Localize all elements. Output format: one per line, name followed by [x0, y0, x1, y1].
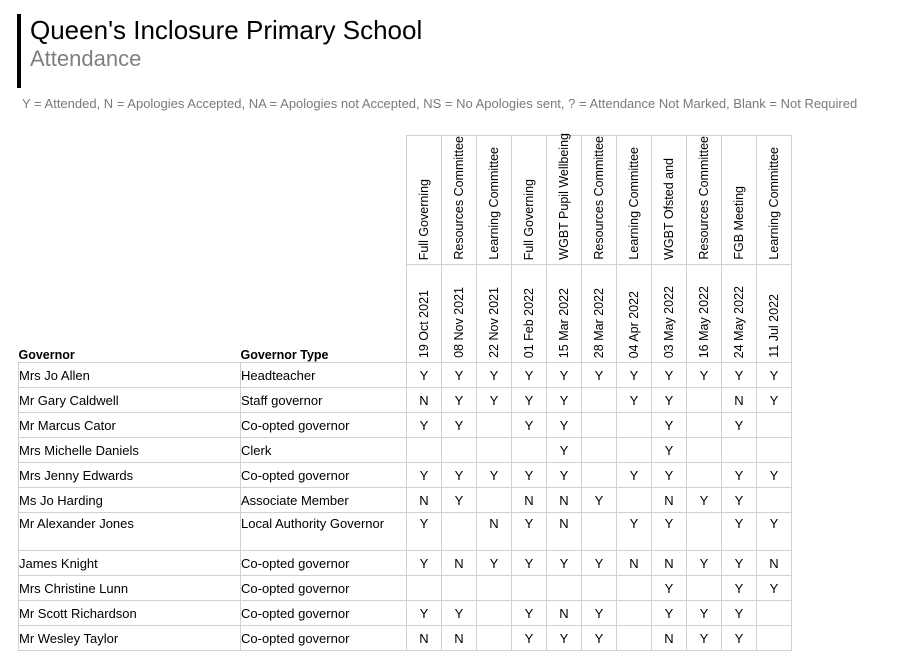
meeting-date: 22 Nov 2021: [487, 287, 501, 358]
attendance-cell: [477, 488, 512, 513]
attendance-cell: Y: [757, 463, 792, 488]
attendance-cell: N: [617, 551, 652, 576]
meeting-date-header: [407, 265, 442, 363]
governor-name: Mr Scott Richardson: [19, 601, 241, 626]
governor-name: Mrs Jenny Edwards: [19, 463, 241, 488]
governor-name: Mrs Michelle Daniels: [19, 438, 241, 463]
attendance-cell: [757, 438, 792, 463]
meeting-name-header: [477, 136, 512, 265]
attendance-cell: N: [407, 626, 442, 651]
attendance-cell: [407, 438, 442, 463]
attendance-cell: Y: [407, 551, 442, 576]
governor-name: James Knight: [19, 551, 241, 576]
governor-type: Co-opted governor: [241, 601, 407, 626]
meeting-date: 16 May 2022: [697, 285, 711, 358]
attendance-cell: Y: [512, 551, 547, 576]
meeting-name: Resources Committee: [697, 136, 711, 260]
meeting-name: Resources Committee: [592, 136, 606, 260]
meeting-date-header: [582, 265, 617, 363]
attendance-cell: N: [407, 388, 442, 413]
meeting-name: Learning Committee: [487, 147, 501, 260]
attendance-cell: [757, 413, 792, 438]
attendance-cell: Y: [547, 438, 582, 463]
meeting-name-row: [19, 136, 792, 265]
meeting-date: 03 May 2022: [662, 285, 676, 358]
attendance-cell: Y: [652, 363, 687, 388]
meeting-name-header: [582, 136, 617, 265]
attendance-cell: N: [547, 601, 582, 626]
attendance-cell: N: [757, 551, 792, 576]
meeting-date-header: [442, 265, 477, 363]
governor-name: Mr Wesley Taylor: [19, 626, 241, 651]
meeting-date-header: [512, 265, 547, 363]
attendance-cell: [687, 438, 722, 463]
governor-type: Co-opted governor: [241, 551, 407, 576]
title-block: [17, 14, 422, 88]
attendance-cell: Y: [722, 551, 757, 576]
attendance-cell: Y: [407, 601, 442, 626]
attendance-cell: N: [407, 488, 442, 513]
governor-type: Co-opted governor: [241, 576, 407, 601]
attendance-cell: [582, 413, 617, 438]
attendance-cell: Y: [547, 463, 582, 488]
governor-name: Mr Marcus Cator: [19, 413, 241, 438]
meeting-name: Learning Committee: [627, 147, 641, 260]
attendance-cell: Y: [722, 488, 757, 513]
table-row: [19, 551, 792, 576]
meeting-name: Full Governing: [522, 178, 536, 260]
attendance-cell: [407, 576, 442, 601]
attendance-cell: Y: [442, 413, 477, 438]
attendance-cell: N: [442, 626, 477, 651]
table-row: [19, 626, 792, 651]
attendance-cell: [582, 513, 617, 551]
attendance-cell: Y: [722, 463, 757, 488]
attendance-table: [18, 135, 792, 651]
table-row: [19, 488, 792, 513]
meeting-name: Resources Committee: [452, 136, 466, 260]
meeting-name: WGBT Ofsted and: [662, 158, 676, 260]
governor-type: Co-opted governor: [241, 463, 407, 488]
attendance-cell: [722, 438, 757, 463]
table-row: [19, 413, 792, 438]
attendance-cell: [582, 463, 617, 488]
attendance-cell: Y: [512, 413, 547, 438]
attendance-cell: [477, 438, 512, 463]
attendance-cell: Y: [652, 513, 687, 551]
attendance-cell: [687, 463, 722, 488]
governor-type: Associate Member: [241, 488, 407, 513]
attendance-cell: [757, 601, 792, 626]
school-name: Queen's Inclosure Primary School: [30, 15, 423, 45]
attendance-cell: Y: [617, 363, 652, 388]
attendance-cell: Y: [722, 513, 757, 551]
governor-type: Headteacher: [241, 363, 407, 388]
attendance-cell: Y: [582, 626, 617, 651]
meeting-name-header: [442, 136, 477, 265]
attendance-cell: N: [652, 488, 687, 513]
attendance-cell: [617, 576, 652, 601]
table-row: [19, 601, 792, 626]
governor-name: Mr Gary Caldwell: [19, 388, 241, 413]
attendance-cell: Y: [477, 463, 512, 488]
attendance-cell: [687, 388, 722, 413]
meeting-date-header: [722, 265, 757, 363]
governor-name: Mr Alexander Jones: [19, 513, 241, 551]
governor-type: Co-opted governor: [241, 413, 407, 438]
table-row: [19, 388, 792, 413]
attendance-cell: N: [442, 551, 477, 576]
attendance-cell: [442, 513, 477, 551]
attendance-cell: Y: [617, 463, 652, 488]
attendance-cell: Y: [652, 463, 687, 488]
table-row: [19, 463, 792, 488]
attendance-cell: Y: [687, 488, 722, 513]
attendance-cell: [512, 576, 547, 601]
attendance-cell: Y: [477, 363, 512, 388]
attendance-cell: [687, 513, 722, 551]
attendance-cell: Y: [512, 513, 547, 551]
meeting-date: 08 Nov 2021: [452, 287, 466, 358]
attendance-cell: N: [722, 388, 757, 413]
attendance-cell: [477, 576, 512, 601]
meeting-date-header: [687, 265, 722, 363]
governor-type-column-header: Governor Type: [241, 136, 407, 363]
attendance-cell: [687, 413, 722, 438]
meeting-name-header: [722, 136, 757, 265]
attendance-cell: Y: [652, 601, 687, 626]
attendance-cell: Y: [722, 626, 757, 651]
governor-type: Staff governor: [241, 388, 407, 413]
attendance-cell: Y: [407, 513, 442, 551]
attendance-cell: Y: [722, 413, 757, 438]
attendance-cell: Y: [617, 388, 652, 413]
attendance-cell: [442, 438, 477, 463]
meeting-date: 19 Oct 2021: [417, 289, 431, 358]
attendance-cell: N: [512, 488, 547, 513]
attendance-cell: [582, 388, 617, 413]
attendance-cell: Y: [547, 626, 582, 651]
meeting-name-header: [617, 136, 652, 265]
attendance-cell: Y: [547, 388, 582, 413]
table-row: [19, 363, 792, 388]
attendance-cell: N: [477, 513, 512, 551]
meeting-date-header: [652, 265, 687, 363]
attendance-cell: [757, 488, 792, 513]
attendance-cell: Y: [547, 551, 582, 576]
page-subtitle: Attendance: [30, 46, 142, 71]
attendance-cell: [512, 438, 547, 463]
table-row: [19, 438, 792, 463]
attendance-cell: [477, 413, 512, 438]
attendance-cell: Y: [757, 363, 792, 388]
governor-name: Ms Jo Harding: [19, 488, 241, 513]
attendance-cell: Y: [582, 488, 617, 513]
attendance-cell: [547, 576, 582, 601]
attendance-cell: Y: [477, 551, 512, 576]
meeting-name: Learning Committee: [767, 147, 781, 260]
attendance-cell: Y: [652, 388, 687, 413]
attendance-cell: Y: [582, 551, 617, 576]
attendance-cell: Y: [442, 601, 477, 626]
attendance-cell: Y: [512, 363, 547, 388]
attendance-cell: Y: [757, 388, 792, 413]
attendance-body: [19, 363, 792, 651]
attendance-cell: Y: [442, 463, 477, 488]
attendance-cell: [617, 626, 652, 651]
attendance-cell: Y: [442, 488, 477, 513]
attendance-cell: Y: [652, 438, 687, 463]
attendance-cell: Y: [407, 463, 442, 488]
meeting-date: 11 Jul 2022: [767, 294, 781, 358]
attendance-cell: Y: [407, 363, 442, 388]
attendance-cell: [582, 576, 617, 601]
attendance-cell: Y: [407, 413, 442, 438]
attendance-cell: N: [547, 488, 582, 513]
meeting-name-header: [687, 136, 722, 265]
governor-name: Mrs Christine Lunn: [19, 576, 241, 601]
attendance-cell: Y: [722, 576, 757, 601]
meeting-name-header: [512, 136, 547, 265]
attendance-cell: Y: [442, 363, 477, 388]
meeting-name-header: [547, 133, 582, 265]
attendance-cell: [582, 438, 617, 463]
governor-type: Clerk: [241, 438, 407, 463]
attendance-cell: Y: [512, 388, 547, 413]
attendance-cell: N: [652, 551, 687, 576]
table-row: [19, 576, 792, 601]
meeting-name: Full Governing: [417, 178, 431, 260]
table-row: [19, 513, 792, 551]
governor-type: Local Authority Governor: [241, 513, 407, 551]
attendance-cell: N: [547, 513, 582, 551]
attendance-cell: [617, 438, 652, 463]
attendance-cell: Y: [477, 388, 512, 413]
governor-column-header: Governor: [18, 348, 75, 362]
attendance-cell: [757, 626, 792, 651]
meeting-date: 24 May 2022: [732, 285, 746, 358]
meeting-name: FGB Meeting: [732, 186, 746, 260]
attendance-cell: Y: [547, 363, 582, 388]
attendance-cell: N: [652, 626, 687, 651]
meeting-date-header: [477, 265, 512, 363]
attendance-cell: Y: [757, 576, 792, 601]
attendance-cell: [617, 413, 652, 438]
governor-type: Co-opted governor: [241, 626, 407, 651]
meeting-name-header: [652, 136, 687, 265]
attendance-cell: Y: [687, 551, 722, 576]
attendance-cell: Y: [687, 601, 722, 626]
meeting-date-header: [757, 265, 792, 363]
attendance-cell: Y: [512, 463, 547, 488]
meeting-name-header: [757, 136, 792, 265]
attendance-cell: Y: [687, 363, 722, 388]
attendance-cell: Y: [512, 626, 547, 651]
meeting-date-header: [547, 265, 582, 363]
attendance-cell: Y: [722, 363, 757, 388]
attendance-cell: Y: [582, 601, 617, 626]
attendance-cell: [617, 488, 652, 513]
attendance-cell: Y: [757, 513, 792, 551]
meeting-name: WGBT Pupil Wellbeing: [557, 133, 571, 260]
attendance-legend: Y = Attended, N = Apologies Accepted, NA = Apologies not Accepted, NS = No Apologies sent, ? = Attendance Not Marked, Blank = Not Required: [22, 96, 858, 111]
meeting-date-header: [617, 265, 652, 363]
attendance-cell: Y: [722, 601, 757, 626]
attendance-cell: [477, 601, 512, 626]
attendance-cell: Y: [582, 363, 617, 388]
meeting-name-header: [407, 136, 442, 265]
attendance-cell: [442, 576, 477, 601]
attendance-cell: Y: [652, 413, 687, 438]
meeting-date: 01 Feb 2022: [522, 287, 536, 358]
meeting-date: 15 Mar 2022: [557, 287, 571, 358]
attendance-cell: Y: [512, 601, 547, 626]
attendance-cell: Y: [652, 576, 687, 601]
attendance-cell: Y: [442, 388, 477, 413]
attendance-cell: [617, 601, 652, 626]
governor-name: Mrs Jo Allen: [19, 363, 241, 388]
attendance-cell: Y: [547, 413, 582, 438]
meeting-date: 04 Apr 2022: [627, 290, 641, 358]
attendance-cell: Y: [617, 513, 652, 551]
attendance-cell: [687, 576, 722, 601]
attendance-cell: [477, 626, 512, 651]
meeting-date: 28 Mar 2022: [592, 287, 606, 358]
attendance-cell: Y: [687, 626, 722, 651]
